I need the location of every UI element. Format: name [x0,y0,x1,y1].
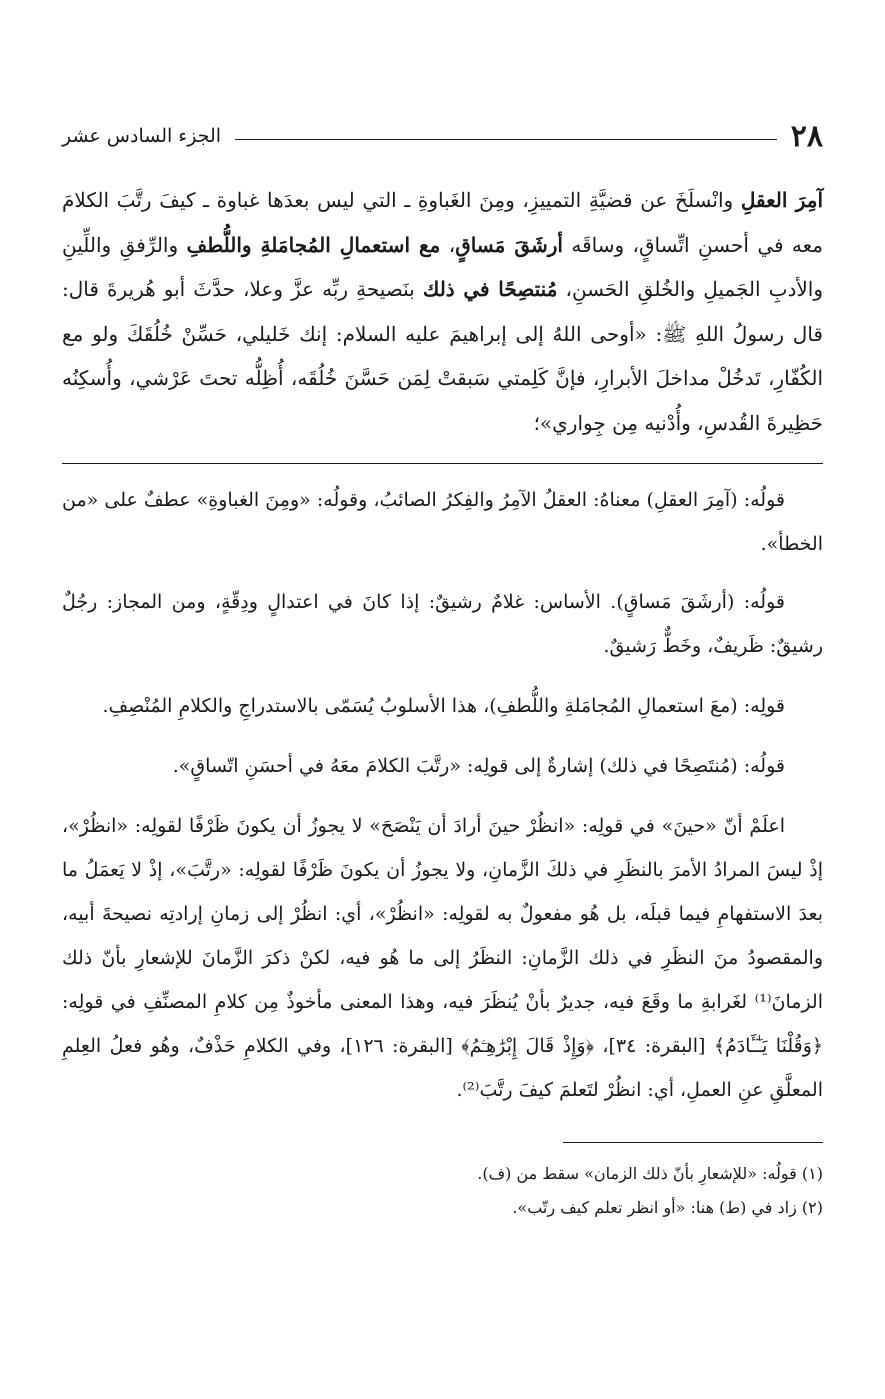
document-page [62,108,823,1225]
main-text [62,178,823,445]
main-text-keyword: مُنتصِحًا في ذلك [422,277,558,301]
main-text-span: بنَصيحةِ ربِّه عزَّ وعلا، حدَّثَ أبو هُريرةَ قال: قال رسولُ اللهِ ﷺ: «أوحى اللهُ إلى إبراهيمَ عليه السلام: إنك خَليلي، حَسِّنْ خُلُقَكَ ولو مع الكُفّارِ، تَدخُلْ مداخلَ الأبرارِ، فإنَّ كَلِمتي سَبقتْ لِمَن حَسَّنَ خُلُقَه، أُظِلُّه تحتَ عَرْشي، وأُسكِنُه حَظِيرةَ القُدسِ، وأُدْنيه مِن جِواري»؛ [62,277,823,435]
commentary-paragraph: اعلَمْ أنّ «حينَ» في قولِه: «انظُرْ حينَ أرادَ أن يَنْصَحَ» لا يجوزُ أن يكونَ ظَرْفًا لقولِه: «انظُرْ»، إذْ ليسَ المرادُ الأمرَ بالنظَرِ في ذلكَ الزَّمانِ، ولا يجوزُ أن يكونَ ظَرْفًا لقولِه: «رتَّبَ»، إذْ لا يَعمَلُ ما بعدَ الاستفهامِ فيما قبلَه، بل هُو مفعولٌ به لقولِه: «انظُرْ»، أي: انظُرْ إلى زمانِ إرادتِه نصيحةَ أبيه، والمقصودُ منَ النظَرِ في ذلك الزَّمانِ: النظَرُ إلى ما هُو فيه، لكنْ ذكرَ الزَّمانَ للإشعارِ بأنّ ذلك الزمانَ⁽¹⁾ لغَرابةِ ما وقَعَ فيه، جديرٌ بأنْ يُنظَرَ فيه، وهذا المعنى مأخوذٌ مِن كلامِ المصنِّفِ في قولِه: ﴿وَقُلْنَا يَـٰٓـَٔادَمُ﴾ [البقرة: ٣٤]، ﴿وَإِذْ قَالَ إِبْرَٰهِـۧمُ﴾ [البقرة: ١٢٦]، وفي الكلامِ حَذْفٌ، وهُو فعلُ العِلمِ المعلَّقِ عنِ العملِ، أي: انظُرْ لتَعلمَ كيفَ رتَّبَ⁽²⁾. [62,815,823,1101]
commentary-paragraph: قولِه: (معَ استعمالِ المُجامَلةِ واللُّطفِ)، هذا الأسلوبُ يُسَمّى بالاستدراجِ والكلامِ المُنْصِفِ. [102,695,785,717]
footnotes [62,1157,823,1225]
main-text-span: والرِّفقِ واللِّينِ والأدبِ الجَميلِ والخُلقِ الحَسنِ، [62,232,823,301]
commentary-paragraph: قولُه: (آمِرَ العقلِ) معناهُ: العقلُ الآمِرُ والفِكرُ الصائبُ، وقولُه: «ومِنَ الغباوةِ» عطفٌ على «من الخطأ». [62,489,823,555]
commentary-paragraph: قولُه: (مُنتَصِحًا في ذلك) إشارةٌ إلى قولِه: «رتَّبَ الكلامَ معَهُ في أحسَنِ اتّساقٍ». [172,755,785,777]
page-header [62,108,823,164]
part-title: الجزء السادس عشر [62,125,222,147]
page-number: ٢٨ [790,118,823,154]
commentary-paragraph: قولُه: (أرشَقَ مَساقٍ). الأساس: غلامٌ رشيقٌ: إذا كانَ في اعتدالٍ ودِقّةٍ، ومن المجاز: رجُلٌ رشيقٌ: ظَريفٌ، وخَطٌّ رَشيقٌ. [62,591,823,657]
main-text-span: ، [440,232,456,257]
footnote: (٢) زاد في (ط) هنا: «أو انظر تعلم كيف رتّب». [512,1198,823,1217]
main-text-keyword: آمِرَ العقلِ [740,188,823,212]
main-text-keyword: أرشَقَ مَساقٍ [455,232,563,257]
footnote: (١) قولُه: «للإشعارِ بأنّ ذلك الزمان» سقط من (ف). [477,1164,823,1183]
header-rule [235,139,777,140]
main-text-keyword: مع استعمالِ المُجامَلةِ واللُّطفِ [186,232,441,257]
footnote-rule [563,1142,823,1143]
commentary [62,478,823,1112]
main-text-span: وانْسلَخَ عن قضيَّةِ التمييزِ، ومِنَ الغَباوةِ ـ التي ليس بعدَها غباوة ـ كيفَ رتَّبَ الكلامَ معه في أحسنِ اتِّساقٍ، وساقَه [62,188,824,257]
commentary-divider [62,463,823,464]
